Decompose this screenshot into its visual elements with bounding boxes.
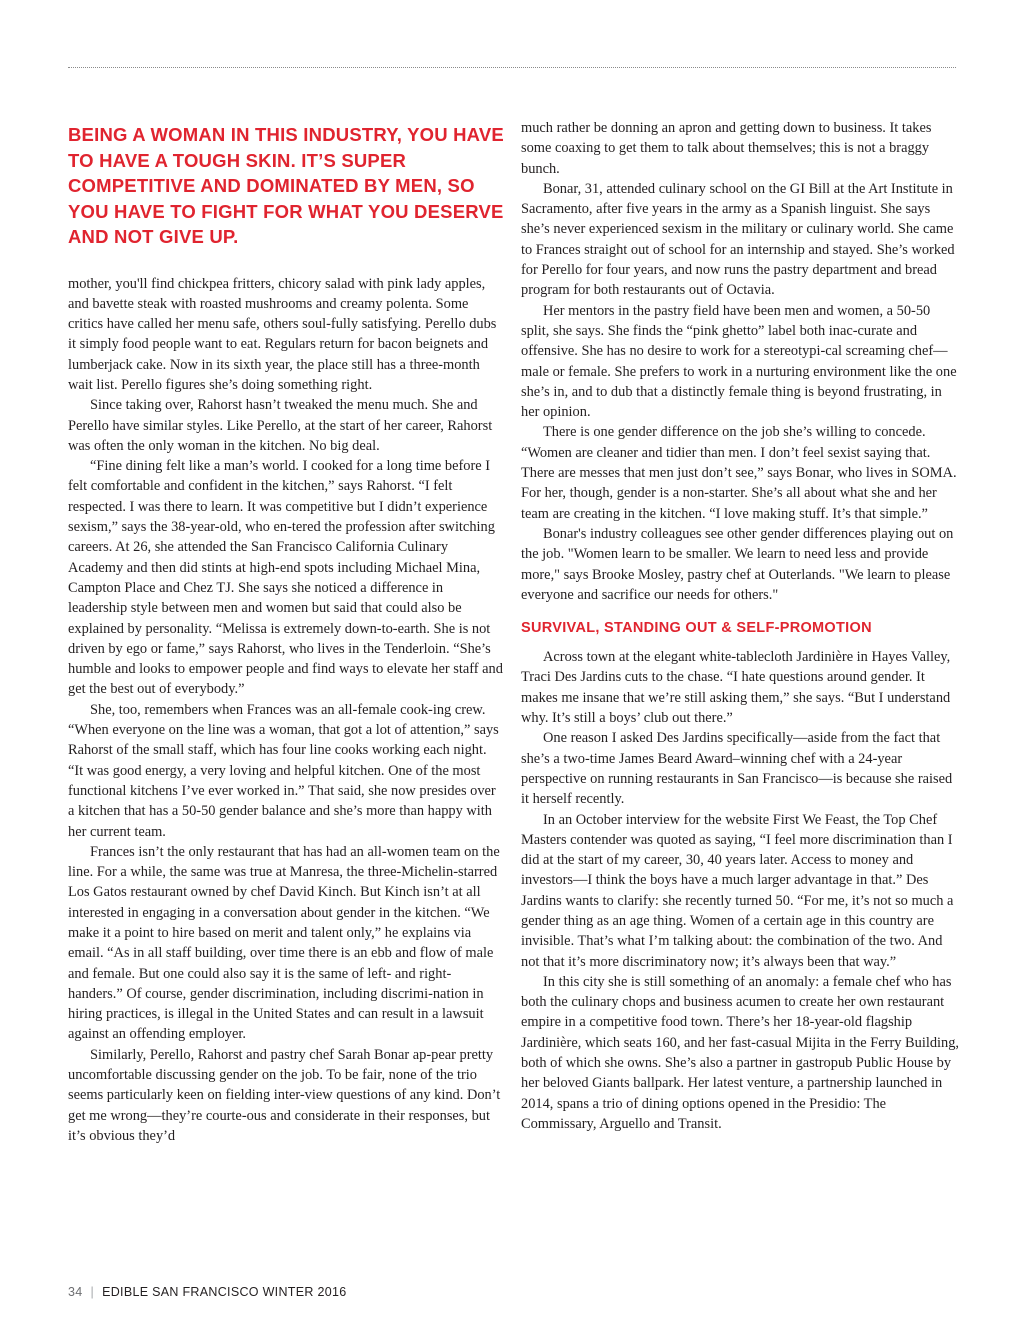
body-paragraph: One reason I asked Des Jardins specifically—aside from the fact that she’s a two-time James Beard Award–winning chef with a 24-year perspective on running restaurants in San Francisco—is because she raised it herself recently. bbox=[521, 730, 953, 808]
body-paragraph: Bonar's industry colleagues see other gender differences playing out on the job. "Women learn to be smaller. We learn to need less and provide more," says Brooke Mosley, pastry chef at Outerlands. "We learn to please everyone and sacrifice our needs for others." bbox=[521, 525, 954, 603]
body-paragraph: Frances isn’t the only restaurant that has had an all-women team on the line. For a while, the same was true at Manresa, the three-Michelin-starred Los Gatos restaurant owned by chef David Kinch. But Kinch isn’t at all interested in engaging in a conversation about gender in the kitchen. “We make it a point to hire based on merit and talent only,” he explains via email. “As in all staff building, over time there is an ebb and flow of male and female. But one could also say it is the same of left- and right-handers.” Of course, gender discrimination, including discrimi-nation in hiring practices, is illegal in the United States and can result in a lawsuit against an offending employer. bbox=[68, 843, 500, 1043]
body-paragraph: Her mentors in the pastry field have been men and women, a 50-50 split, she says. She finds the “pink ghetto” label both inac-curate and offensive. She has no desire to work for a stereotypi-cal screaming chef—male or female. She prefers to work in a nurturing environment like the one she’s in, and to dub that a distinctly female thing is beyond frustrating, in her opinion. bbox=[521, 302, 957, 421]
body-paragraph: In this city she is still something of an anomaly: a female chef who has both the culinary chops and business acumen to create her own restaurant empire in a competitive food town. There’s her 18-year-old flagship Jardinière, which seats 160, and her fast-casual Mijita in the Ferry Building, both of which she owns. She’s also a partner in gastropub Public House by her beloved Giants ballpark. Her latest venture, a partnership launched in 2014, spans a trio of dining options opened in the Presidio: The Commissary, Arguello and Transit. bbox=[521, 973, 960, 1132]
body-paragraph: mother, you'll find chickpea fritters, chicory salad with pink lady apples, and bavette steak with roasted mushrooms and creamy polenta. Some critics have called her menu safe, others soul-fully satisfying. Perello dubs it simply food people want to eat. Regulars return for bacon beignets and lumberjack cake. Now in its sixth year, the place still has a three-month wait list. Perello figures she’s doing something right. bbox=[68, 275, 497, 393]
body-paragraph: much rather be donning an apron and getting down to business. It takes some coaxing to get them to talk about themselves; this is not a braggy bunch. bbox=[521, 120, 932, 177]
top-dotted-rule bbox=[68, 67, 956, 68]
footer-separator: | bbox=[90, 1285, 95, 1299]
body-paragraph: “Fine dining felt like a man’s world. I cooked for a long time before I felt comfortable and confident in the kitchen,” says Rahorst. “I felt respected. I was there to learn. It was competitive but I didn’t experience sexism,” says the 38-year-old, who en-tered the profession after switching careers. At 26, she attended the San Francisco California Culinary Academy and then did stints at high-end spots including Michael Mina, Campton Place and Chez TJ. She says she noticed a difference in leadership style between men and women but said that could also be explained by personality. “Melissa is extremely down-to-earth. She is not driven by ego or fame,” says Rahorst, who lives in the Tenderloin. “She’s humble and looks to empower people and find ways to elevate her staff and get the best out of everybody.” bbox=[68, 458, 503, 698]
body-paragraph: In an October interview for the website First We Feast, the Top Chef Masters contender was quoted as saying, “I feel more discrimination than I did at the start of my career, 30, 40 years later. Access to money and investors—I think the boys have a much larger advantage in that.” Des Jardins wants to clarify: she recently turned 50. “For me, it’s not so much a gender thing as an age thing. Women of a certain age in this country are invisible. That’s what I’m talking about: the combination of the two. And not that it’s more discriminatory now; it’s always been that way.” bbox=[521, 811, 954, 970]
body-paragraph: She, too, remembers when Frances was an all-female cook-ing crew. “When everyone on the line was a woman, that got a lot of attention,” says Rahorst of the small staff, which has four line cooks working each night. “It was good energy, a very loving and helpful kitchen. One of the most functional kitchens I’ve ever worked in.” That said, she now presides over a kitchen that has a 50-50 gender balance and she’s more than happy with her current team. bbox=[68, 701, 499, 840]
page-number: 34 bbox=[68, 1285, 83, 1299]
pull-quote: BEING A WOMAN IN THIS INDUSTRY, YOU HAVE TO HAVE A TOUGH SKIN. IT’S SUPER COMPETITIVE AND DOMINATED BY MEN, SO YOU HAVE TO FIGHT FOR WHAT YOU DESERVE AND NOT GIVE UP. bbox=[68, 124, 504, 247]
section-heading: SURVIVAL, STANDING OUT & SELF-PROMOTION bbox=[521, 620, 872, 637]
body-paragraph: Bonar, 31, attended culinary school on the GI Bill at the Art Institute in Sacramento, after five years in the army as a Spanish linguist. She says she’s never experienced sexism in the military or culinary world. She came to Frances straight out of school for an internship and stayed. She’s worked for Perello for four years, and now runs the pastry department and bread program for both restaurants out of Octavia. bbox=[521, 180, 955, 299]
left-column bbox=[68, 118, 504, 1146]
publication-name: EDIBLE SAN FRANCISCO WINTER 2016 bbox=[102, 1285, 347, 1299]
page-footer bbox=[68, 1285, 346, 1299]
body-paragraph: There is one gender difference on the job she’s willing to concede. “Women are cleaner and tidier than men. I don’t feel sexist saying that. There are messes that men just don’t see,” says Bonar, who lives in SOMA. For her, though, gender is a non-starter. She’s all about what she and her team are creating in the kitchen. “I love making stuff. It’s that simple.” bbox=[521, 424, 957, 522]
body-paragraph: Across town at the elegant white-tablecloth Jardinière in Hayes Valley, Traci Des Jardins cuts to the chase. “I hate questions around gender. It makes me insane that we’re still asking them,” she says. “But I understand why. It’s still a boys’ club out there.” bbox=[521, 649, 951, 727]
body-paragraph: Similarly, Perello, Rahorst and pastry chef Sarah Bonar ap-pear pretty uncomfortable discussing gender on the job. To be fair, none of the trio seems particularly keen on fielding inter-view questions of any kind. Don’t get me wrong—they’re courte-ous and considerate in their responses, but it’s obvious they’d bbox=[68, 1046, 501, 1144]
right-column bbox=[521, 118, 959, 1134]
body-paragraph: Since taking over, Rahorst hasn’t tweaked the menu much. She and Perello have similar styles. Like Perello, at the start of her career, Rahorst was often the only woman in the kitchen. No big deal. bbox=[68, 397, 493, 454]
